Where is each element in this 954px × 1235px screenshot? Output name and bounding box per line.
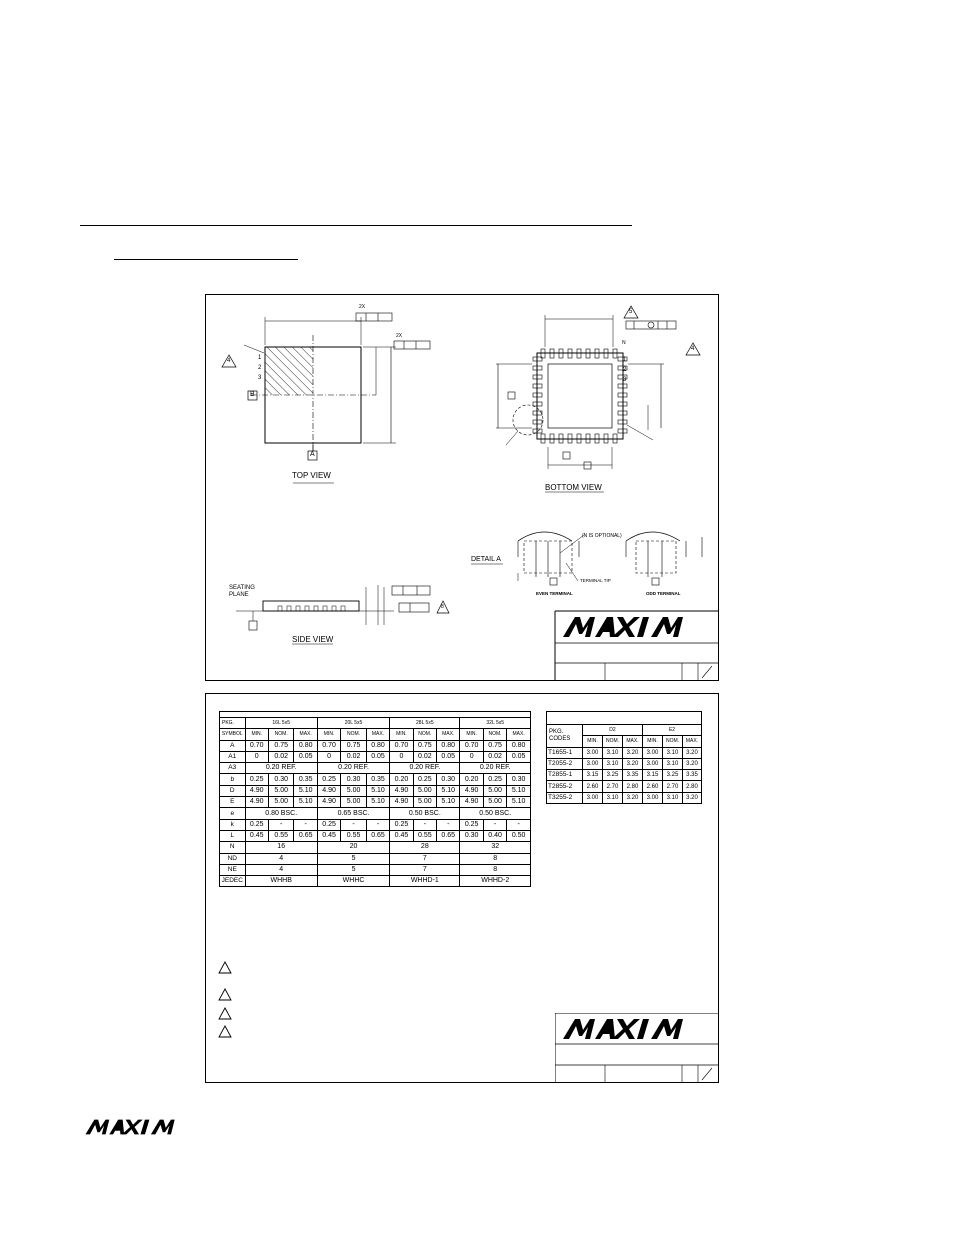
merged-value-cell: 0.65 BSC. [317,808,389,819]
value-cell: 3.00 [583,792,603,803]
table-row [547,758,702,769]
value-cell: 0.30 [268,774,294,785]
value-cell: 2.70 [663,781,683,792]
value-cell: 3.00 [643,758,663,769]
value-cell: 0.45 [245,830,268,841]
value-cell: 3.20 [683,747,702,758]
value-cell: 5.00 [413,785,436,796]
symbol-cell: ND [220,853,246,864]
table-row [220,842,531,853]
group-header: D2 [583,725,643,736]
value-cell: 0.75 [341,740,367,751]
value-cell: 0.30 [341,774,367,785]
table-row [547,725,702,736]
merged-value-cell: 8 [460,853,531,864]
value-cell: 0.65 [437,830,460,841]
symbol-cell: b [220,774,246,785]
merged-value-cell: 0.80 BSC. [245,808,317,819]
subheader-cell: MAX. [366,729,389,740]
value-cell: 3.10 [603,792,623,803]
value-cell: 0.75 [483,740,506,751]
title-block-2 [555,1013,718,1082]
table-row [220,718,531,729]
value-cell: 5.00 [483,785,506,796]
value-cell: 0.02 [268,751,294,762]
value-cell: 0.35 [294,774,317,785]
value-cell: 0.25 [317,819,340,830]
merged-value-cell: 0.50 BSC. [390,808,460,819]
symbol-cell: A [220,740,246,751]
value-cell: 0 [460,751,483,762]
bottom-view-note-flag-left: 5 [629,309,633,315]
package-codes-table [546,711,702,804]
subheader-cell: MIN. [245,729,268,740]
group-header: E2 [643,725,702,736]
table-row [220,774,531,785]
symbol-cell: k [220,819,246,830]
top-view-pin-3: 3 [258,375,262,381]
merged-value-cell: WHHD-1 [390,876,460,887]
code-cell: T2855-1 [547,770,583,781]
value-cell: 5.00 [268,785,294,796]
value-cell: 0.50 [507,830,531,841]
top-view-pin-2: 2 [258,365,262,371]
bottom-view-pin-3: 3 [623,377,627,383]
value-cell: 0.40 [483,830,506,841]
value-cell: 3.10 [603,758,623,769]
dimension-tables-panel [205,693,719,1083]
table-row [220,740,531,751]
value-cell: - [507,819,531,830]
maxim-logo [561,615,709,639]
value-cell: 0.80 [294,740,317,751]
merged-value-cell: 32 [460,842,531,853]
detail-a-terminal-tip: TERMINAL TIP [580,578,611,583]
merged-value-cell: WHHC [317,876,389,887]
datum-a-label: A [310,451,315,458]
value-cell: 3.20 [683,758,702,769]
group-header: 28L 5x5 [390,718,460,729]
value-cell: 4.90 [317,785,340,796]
merged-value-cell: 8 [460,864,531,875]
value-cell: 0 [317,751,340,762]
value-cell: 0.45 [390,830,413,841]
bottom-view-pin-1: 1 [623,357,627,363]
value-cell: 2.80 [623,781,643,792]
package-codes-table-body [547,712,702,804]
value-cell: 3.20 [683,792,702,803]
value-cell: 4.90 [390,797,413,808]
subheader-cell: MIN. [583,736,603,747]
seating-plane-label-1: SEATING [229,585,255,591]
table-row [220,830,531,841]
table-row [547,712,702,725]
group-header: 16L 5x5 [245,718,317,729]
table-row [220,729,531,740]
value-cell: 5.00 [483,797,506,808]
value-cell: 3.25 [663,770,683,781]
value-cell: 3.00 [583,747,603,758]
symbol-cell: N [220,842,246,853]
value-cell: 2.70 [603,781,623,792]
code-cell: T2055-2 [547,758,583,769]
table-row [220,864,531,875]
value-cell: - [437,819,460,830]
value-cell: 0.35 [366,774,389,785]
value-cell: 0.25 [245,774,268,785]
subheader-cell: MAX. [623,736,643,747]
value-cell: 0.02 [341,751,367,762]
table-row [220,808,531,819]
value-cell: 4.90 [317,797,340,808]
table-row [547,747,702,758]
value-cell: 0.25 [317,774,340,785]
value-cell: 0.25 [413,774,436,785]
value-cell: 5.00 [413,797,436,808]
value-cell: 3.10 [663,758,683,769]
value-cell: 0.30 [460,830,483,841]
value-cell: 5.10 [294,797,317,808]
value-cell: 0.25 [460,819,483,830]
value-cell: 2.80 [683,781,702,792]
value-cell: 3.10 [663,792,683,803]
value-cell: 0.70 [390,740,413,751]
symbol-cell: D [220,785,246,796]
symbol-cell: E [220,797,246,808]
subheader-cell: MIN. [390,729,413,740]
merged-value-cell: 0.50 BSC. [460,808,531,819]
value-cell: 0.75 [268,740,294,751]
bottom-view [496,306,700,492]
value-cell: 0.80 [366,740,389,751]
table-row [220,785,531,796]
header-rule-short [114,259,298,260]
top-view-pin-1: 1 [258,355,262,361]
subheader-cell: NOM. [341,729,367,740]
value-cell: - [341,819,367,830]
value-cell: 3.15 [583,770,603,781]
table-row [220,763,531,774]
pkg-header: PKG. [220,718,246,729]
value-cell: - [483,819,506,830]
codes-header [547,725,583,748]
value-cell: 0.70 [245,740,268,751]
merged-value-cell: 0.20 REF. [245,763,317,774]
page-footer-logo [84,1118,194,1136]
value-cell: 0.20 [460,774,483,785]
side-view-title: SIDE VIEW [292,635,334,644]
value-cell: 0.20 [390,774,413,785]
value-cell: 5.10 [437,785,460,796]
value-cell: 3.10 [603,747,623,758]
value-cell: 0.75 [413,740,436,751]
value-cell: 5.10 [366,797,389,808]
merged-value-cell: 7 [390,864,460,875]
side-view-note-flag: 8 [441,604,444,610]
merged-value-cell: 5 [317,853,389,864]
detail-a-odd-terminal: ODD TERMINAL [646,591,681,596]
value-cell: 4.90 [245,797,268,808]
value-cell: 0.55 [341,830,367,841]
merged-value-cell: 4 [245,853,317,864]
value-cell: 0.55 [268,830,294,841]
value-cell: 3.20 [623,758,643,769]
top-view-dim-label-1: 2X [359,304,366,310]
merged-value-cell: 4 [245,864,317,875]
value-cell: 3.25 [603,770,623,781]
bottom-view-pin-2: 2 [623,367,627,373]
value-cell: - [413,819,436,830]
value-cell: 0.80 [437,740,460,751]
symbol-cell: JEDEC [220,876,246,887]
value-cell: 0.05 [507,751,531,762]
symbol-cell: NE [220,864,246,875]
value-cell: 3.00 [643,747,663,758]
group-header: 20L 5x5 [317,718,389,729]
value-cell: 4.90 [390,785,413,796]
merged-value-cell: 7 [390,853,460,864]
table-row [220,751,531,762]
bottom-view-title: BOTTOM VIEW [545,483,602,492]
value-cell: 0.65 [366,830,389,841]
merged-value-cell: 16 [245,842,317,853]
value-cell: 3.35 [623,770,643,781]
merged-value-cell: WHHB [245,876,317,887]
subheader-cell: NOM. [483,729,506,740]
value-cell: 0.25 [245,819,268,830]
detail-a-even-terminal: EVEN TERMINAL [536,591,573,596]
value-cell: 3.35 [683,770,702,781]
value-cell: 5.00 [341,797,367,808]
value-cell: 3.10 [663,747,683,758]
table-row [220,797,531,808]
value-cell: 0 [390,751,413,762]
value-cell: 2.60 [583,781,603,792]
bottom-view-n-label: N [622,340,626,346]
bottom-view-note-flag-right: 4 [691,346,695,352]
value-cell: 0.80 [507,740,531,751]
value-cell: 0.70 [460,740,483,751]
package-drawing-panel [205,294,719,681]
value-cell: 5.10 [294,785,317,796]
subheader-cell: NOM. [268,729,294,740]
table-row [547,792,702,803]
merged-value-cell: WHHD-2 [460,876,531,887]
value-cell: 5.10 [507,797,531,808]
merged-value-cell: 0.20 REF. [317,763,389,774]
value-cell: 0.02 [413,751,436,762]
code-cell: T2855-2 [547,781,583,792]
top-view-note-flag: 4 [227,358,231,364]
merged-value-cell: 0.20 REF. [460,763,531,774]
symbol-cell: A3 [220,763,246,774]
detail-a-optional-note: (N IS OPTIONAL) [582,533,622,539]
code-cell: T1655-1 [547,747,583,758]
table-row [220,876,531,887]
value-cell: 5.10 [366,785,389,796]
merged-value-cell: 5 [317,864,389,875]
value-cell: 0.05 [437,751,460,762]
table-row [220,819,531,830]
subheader-cell: MIN. [643,736,663,747]
dimensions-table [219,711,531,887]
symbol-cell: e [220,808,246,819]
value-cell: - [268,819,294,830]
value-cell: 0.65 [294,830,317,841]
table-cell [547,712,702,725]
subheader-cell: NOM. [603,736,623,747]
merged-value-cell: 0.20 REF. [390,763,460,774]
subheader-cell: MAX. [294,729,317,740]
table-row [547,781,702,792]
merged-value-cell: 28 [390,842,460,853]
value-cell: 3.00 [583,758,603,769]
subheader-cell: MAX. [507,729,531,740]
value-cell: 0.30 [437,774,460,785]
value-cell: 0.30 [507,774,531,785]
subheader-cell: MAX. [437,729,460,740]
value-cell: 4.90 [245,785,268,796]
value-cell: 3.00 [643,792,663,803]
value-cell: 0.70 [317,740,340,751]
group-header: 32L 5x5 [460,718,531,729]
subheader-cell: MIN. [460,729,483,740]
table-row [220,853,531,864]
value-cell: 5.00 [341,785,367,796]
subheader-cell: MAX. [683,736,702,747]
subheader-cell: NOM. [663,736,683,747]
top-view-dim-label-2: 2X [396,333,403,339]
value-cell: 5.10 [507,785,531,796]
note-triangles [218,960,234,1040]
datum-b-label: B [250,391,255,398]
symbol-header: SYMBOL [220,729,246,740]
value-cell: - [294,819,317,830]
value-cell: 4.90 [460,785,483,796]
codes-header-line-2: CODES [549,735,571,742]
value-cell: 0.55 [413,830,436,841]
seating-plane-label-2: PLANE [229,592,249,598]
value-cell: 3.20 [623,792,643,803]
header-rule-long [80,225,632,226]
detail-a-title: DETAIL A [471,556,501,563]
symbol-cell: L [220,830,246,841]
value-cell: 0.45 [317,830,340,841]
dimensions-table-body [220,712,531,887]
value-cell: 2.60 [643,781,663,792]
subheader-cell: NOM. [413,729,436,740]
table-row [547,770,702,781]
codes-header-line-1: PKG. [549,729,564,736]
value-cell: - [366,819,389,830]
merged-value-cell: 20 [317,842,389,853]
top-view-title: TOP VIEW [292,471,331,480]
value-cell: 5.10 [437,797,460,808]
value-cell: 0.05 [294,751,317,762]
value-cell: 5.00 [268,797,294,808]
value-cell: 0.25 [390,819,413,830]
value-cell: 3.20 [623,747,643,758]
value-cell: 0 [245,751,268,762]
value-cell: 0.05 [366,751,389,762]
value-cell: 3.15 [643,770,663,781]
subheader-cell: MIN. [317,729,340,740]
value-cell: 0.25 [483,774,506,785]
value-cell: 4.90 [460,797,483,808]
code-cell: T3255-2 [547,792,583,803]
value-cell: 0.02 [483,751,506,762]
symbol-cell: A1 [220,751,246,762]
side-view [236,585,449,644]
